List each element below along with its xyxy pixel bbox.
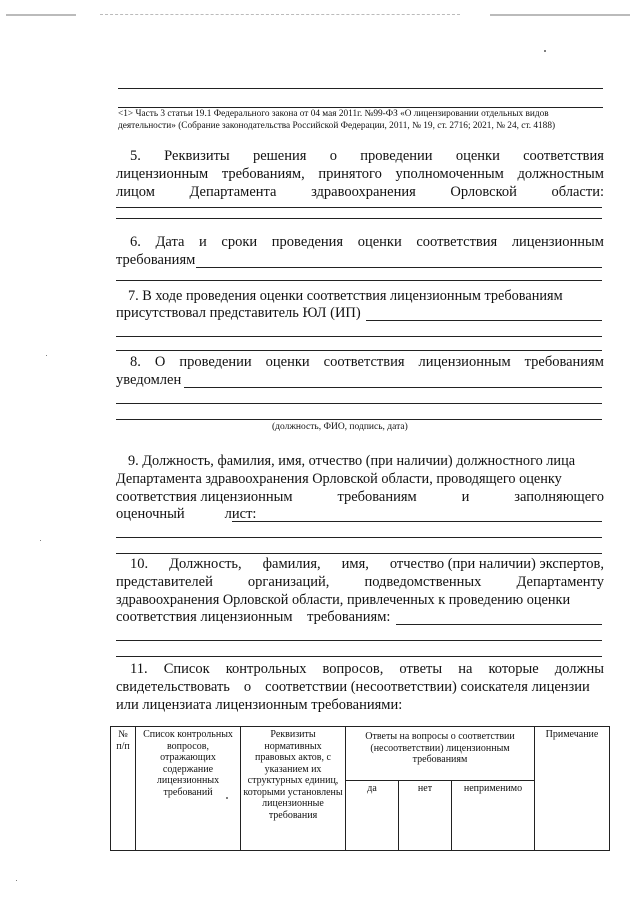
- fill-line[interactable]: [232, 521, 602, 522]
- section-9-line-2: Департамента здравоохранения Орловской области, проводящего оценку: [116, 471, 562, 487]
- section-9-line-3: соответствия лицензионным требованиям и заполняющего: [116, 489, 604, 505]
- header-not-applicable: неприменимо: [452, 781, 535, 851]
- signature-caption: (должность, ФИО, подпись, дата): [272, 422, 408, 432]
- section-6-line-1: 6. Дата и сроки проведения оценки соответствия лицензионным: [130, 234, 604, 250]
- section-5-line-2: лицензионным требованиям, принятого уполномоченным должностным: [116, 166, 604, 182]
- section-10-line-1: 10. Должность, фамилия, имя, отчество (при наличии) экспертов,: [130, 556, 604, 572]
- fill-line[interactable]: [116, 350, 602, 351]
- section-6-line-2: требованиям: [116, 252, 196, 268]
- scan-artifact-line: [6, 14, 76, 16]
- fill-line[interactable]: [116, 403, 602, 404]
- section-11-line-1: 11. Список контрольных вопросов, ответы на которые должны: [130, 661, 604, 677]
- fill-line[interactable]: [116, 280, 602, 281]
- header-answers: Ответы на вопросы о соответствии (несоответствии) лицензионным требованиям: [346, 727, 535, 781]
- fill-line[interactable]: [396, 624, 602, 625]
- header-yes: да: [346, 781, 399, 851]
- fill-line[interactable]: [116, 218, 602, 219]
- fill-line[interactable]: [116, 537, 602, 538]
- header-legal-requisites: Реквизиты нормативных правовых актов, с указанием их структурных единиц, которыми установлены лицензионные требования: [241, 727, 346, 851]
- fill-line[interactable]: [184, 387, 602, 388]
- section-5-line-1: 5. Реквизиты решения о проведении оценки соответствия: [130, 148, 604, 164]
- fill-line[interactable]: [196, 267, 602, 268]
- section-5-line-3: лицом Департамента здравоохранения Орловской области:: [116, 184, 604, 200]
- section-10-line-3: здравоохранения Орловской области, привлеченных к проведению оценки: [116, 592, 571, 608]
- fill-line[interactable]: [116, 336, 602, 337]
- section-9-line-4: оценочный лист:: [116, 506, 257, 522]
- fill-line[interactable]: [116, 419, 602, 420]
- fill-line[interactable]: [116, 553, 602, 554]
- section-7-line-1: 7. В ходе проведения оценки соответствия лицензионным требованиям: [128, 288, 563, 304]
- scan-speck: [544, 50, 546, 52]
- section-7-line-2: присутствовал представитель ЮЛ (ИП): [116, 305, 361, 321]
- section-8-line-2: уведомлен: [116, 372, 182, 388]
- scan-speck: [46, 355, 47, 356]
- section-8-line-1: 8. О проведении оценки соответствия лицензионным требованиям: [130, 354, 604, 370]
- header-number: № п/п: [111, 727, 136, 851]
- scan-speck: [16, 880, 17, 881]
- separator-line: [118, 107, 603, 108]
- scan-artifact-line: [100, 14, 460, 15]
- section-11-line-3: или лицензиата лицензионным требованиями:: [116, 697, 403, 713]
- section-10-line-2: представителей организаций, подведомственных Департаменту: [116, 574, 604, 590]
- section-9-line-1: 9. Должность, фамилия, имя, отчество (при наличии) должностного лица: [128, 453, 576, 469]
- separator-line: [118, 88, 603, 89]
- footnote-text: <1> Часть 3 статьи 19.1 Федерального закона от 04 мая 2011г. №99-ФЗ «О лицензировании отдельных видов деятельности» (Собрание законодательства Российской Федерации, 2011, № 19, ст. 2716; 2021, № 24, ст. 4188): [118, 109, 556, 131]
- header-note: Примечание: [535, 727, 610, 851]
- section-11-line-2: свидетельствовать о соответствии (несоответствии) соискателя лицензии: [116, 679, 590, 695]
- fill-line[interactable]: [116, 656, 602, 657]
- header-no: нет: [399, 781, 452, 851]
- scan-speck: [226, 797, 228, 799]
- fill-line[interactable]: [366, 320, 602, 321]
- section-10-line-4: соответствия лицензионным требованиям:: [116, 609, 391, 625]
- fill-line[interactable]: [116, 640, 602, 641]
- scan-speck: [40, 540, 41, 541]
- checklist-table: [110, 726, 610, 851]
- header-question-list: Список контрольных вопросов, отражающих содержание лицензионных требований: [136, 727, 241, 851]
- fill-line[interactable]: [116, 207, 602, 208]
- scan-artifact-line: [490, 14, 630, 16]
